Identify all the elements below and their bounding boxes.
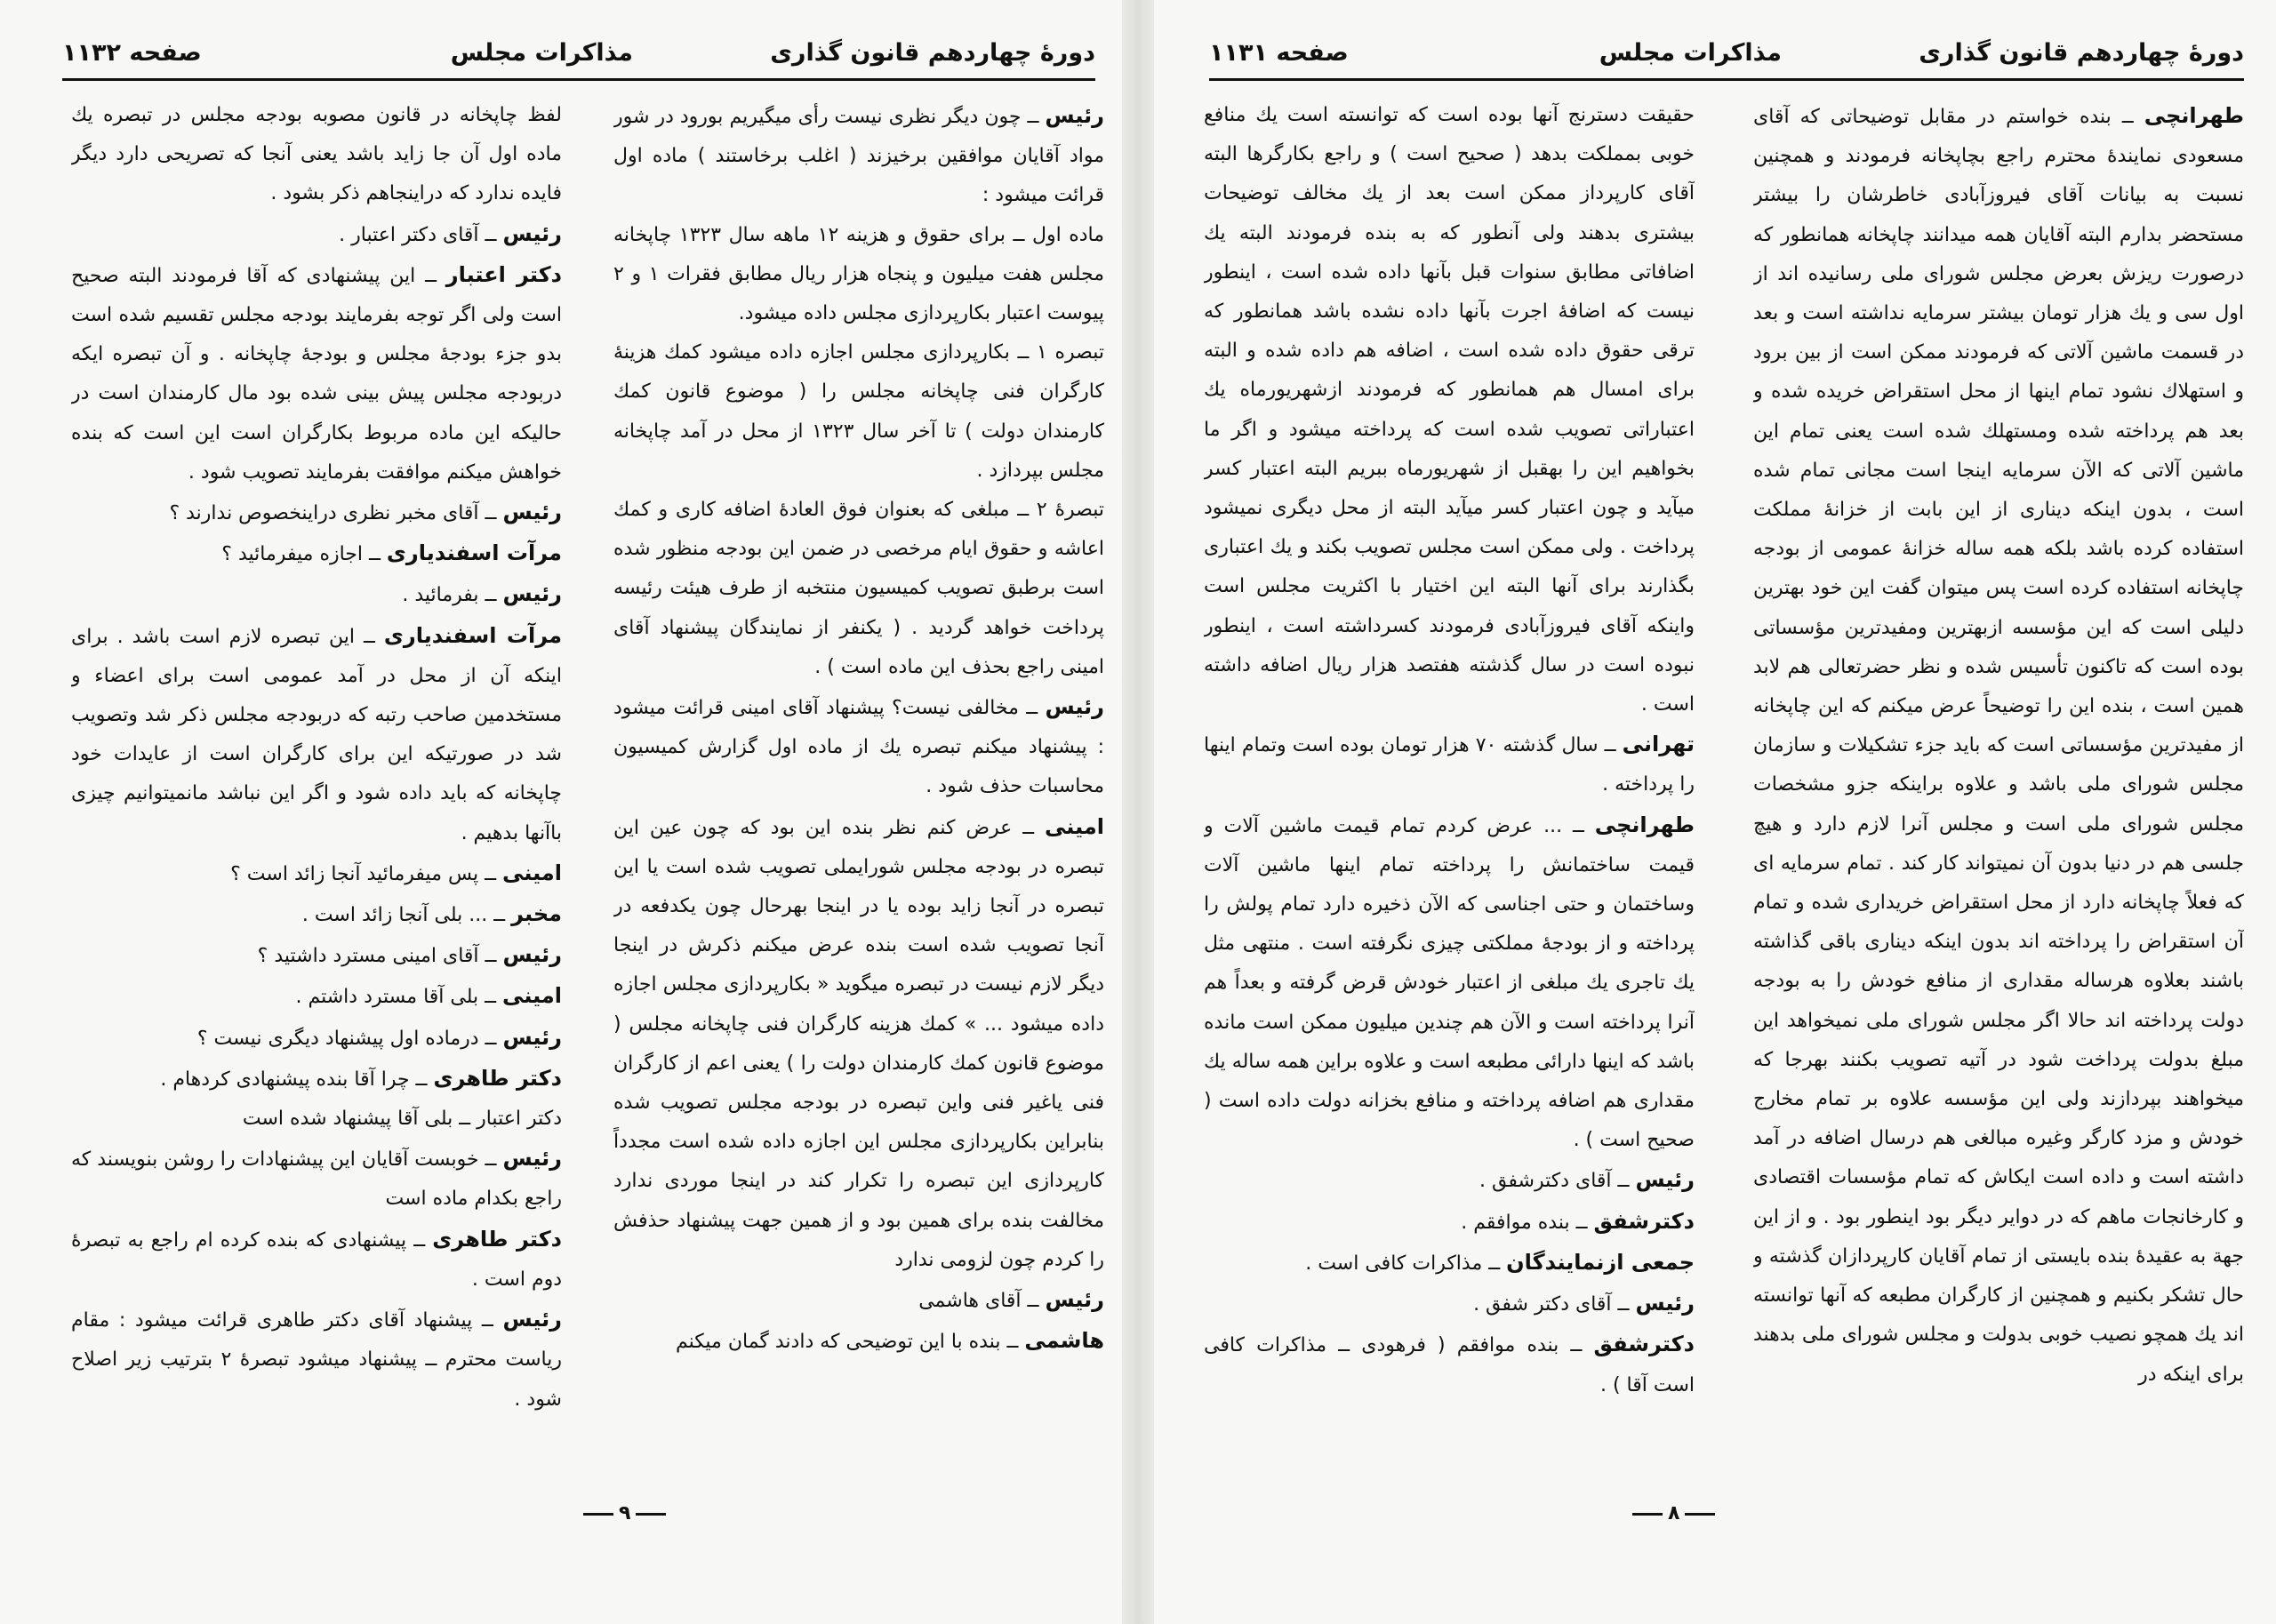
paragraph: طهرانچی ــ ... عرض کردم تمام قیمت ماشین آلات و قیمت ساختمانش را پرداخته تمام اینها ماشین آلات وساختمان و حتی اجناسی که الآن ذخیره دارد تمام پولش را پرداخته و از بودجهٔ مملکتی چیزی نگرفته است . منتهی مثل یك تاجری یك مبلغی از اعتبار خودش قرض گرفته و بعداً هم آنرا پرداخته است و الآن هم چندین میلیون ممکن است مانده باشد که اینها دارائی مطبعه است و علاوه براین همه ساله یك مقداری هم اضافه پرداخته و منافع بخزانه دولت داده است ( صحیح است ) . <box>1204 812 1695 1152</box>
text-column-left <box>1204 96 1695 1527</box>
paragraph: رئیس ــ پیشنهاد آقای دکتر طاهری قرائت میشود : مقام ریاست محترم ــ پیشنهاد میشود تبصرهٔ ۲ بترتیب زیر اصلاح شود . <box>71 1307 562 1411</box>
paragraph-text: عرض کنم نظر بنده این بود که چون عین این تبصره در بودجه مجلس شورایملی تصویب شده است یا این تبصره در آنجا زاید بوده یا در اینجا بهرحال چون یکدفعه در آنجا تصویب شده است بنده عرض میکنم ذکرش در اینجا دیگر لازم نیست در تبصره میگوید « بکارپردازی مجلس اجازه داده میشود ... » کمك هزینه کارگران فنی چاپخانه مجلس ( موضوع قانون کمك کارمندان دولت را ) یعنی اعم از کارگران فنی یاغیر فنی واین تبصره در بودجه مجلس تصویب شده بنابراین بکارپردازی مجلس این اجازه داده شده است مجدداً کارپردازی این تبصره را تکرار کند در اینجا موردی ندارد مخالفت بنده برای همین بود و از همین جهت پیشنهاد حذفش را کردم چون لزومی ندارد <box>613 816 1104 1271</box>
paragraph: مرآت اسفندیاری ــ اجازه میفرمائید ؟ <box>221 540 562 566</box>
speaker-name: امینی <box>502 860 562 885</box>
speaker-name: تهرانی <box>1622 732 1695 757</box>
paragraph: دکتر اعتبار ــ این پیشنهادی که آقا فرمودند البته صحیح است ولی اگر توجه بفرمایند بودجه مجلس تقسیم شده است بدو جزء بودجهٔ مجلس و بودجهٔ چاپخانه . و آن تبصره ایکه دربودجه مجلس پیش بینی شده بود مال کارمندان است در حالیکه این ماده مربوط بکارگران است این است که بنده خواهش میکنم موافقت بفرمایند تصویب شود . <box>71 261 562 484</box>
book-gutter <box>1122 0 1154 1624</box>
paragraph: طهرانچی ــ بنده خواستم در مقابل توضیحاتی که آقای مسعودی نمایندهٔ محترم راجع بچاپخانه فرمودند و همچنین نسبت به بیانات آقای فیروزآبادی خاطرشان را بیشتر مستحضر بدارم البته آقایان همه میدانند چاپخانه همانطور که درصورت ریزش بعرض مجلس شورای ملی رسانیده اند از اول سی و یك هزار تومان بیشتر سرمایه نداشته است و بعد در قسمت ماشین آلاتی که فرمودند ممکن است از بین برود و استهلاك نشود تمام اینها از محل استقراض خریده شده و بعد هم پرداخته شده ومستهلك شده است یعنی تمام این ماشین آلاتی که الآن سرمایه اینجا است مجانی تمام شده است ، بدون اینکه دیناری از این بابت از خزانهٔ مملکت استفاده کرده باشد بلکه همه ساله خزانهٔ عمومی از بودجه چاپخانه استفاده کرده است پس میتوان گفت این خود بهترین دلیلی است که این مؤسسه ازبهترین ومفیدترین مؤسساتی بوده است که تاکنون تأسیس شده و نظر حضرتعالی هم لابد همین است ، بنده این را توضیحاً عرض میکنم که این چاپخانه از مفیدترین مؤسساتی است که باید جزء تشکیلات و سازمان مجلس شورای ملی باشد و علاوه براینکه جزو مشخصات مجلس شورای ملی است و مجلس آنرا لازم دارد و هیچ جلسی هم در دنیا بدون آن نمیتواند کار کند . تمام سرمایه ای که فعلاً چاپخانه دارد از محل استقراض خریداری شده و تمام آن استقراض را پرداخته اند بدون اینکه دیناری باقی گذاشته باشند بعلاوه هرساله مقداری از منافع خودش را به بودجه دولت پرداخته اند حالا اگر مجلس شورای ملی نمیخواهد این مبلغ بدولت پرداخت شود در آتیه تصویب بکنند بهرجا که میخواهند بپردازند ولی این مؤسسه علاوه بر تمام مخارج خودش و مزد کارگر وغیره مبالغی هم درسال اضافه در آمد داشته است و داده است ایکاش که تمام مؤسسات اقتصادی و کارخانجات ماهم که در دوایر دیگر بود اینطور بود . و از این جهة به عقیدهٔ بنده بایستی از تمام آقایان کارپردازان گذشته و حال تشکر بکنیم و همچنین از کارگران مطبعه که آنها توانسته اند یك همچو نصیب خوبی بدولت و مجلس شورای ملی بدهند برای اینکه در <box>1753 103 2244 1386</box>
paragraph: امینی ــ پس میفرمائید آنجا زائد است ؟ <box>230 860 562 885</box>
header-rule <box>62 78 1095 81</box>
paragraph: دکتر طاهری ــ پیشنهادی که بنده کرده ام راجع به تبصرهٔ دوم است . <box>71 1226 562 1291</box>
paragraph: مخبر ــ ... بلی آنجا زائد است . <box>301 901 562 927</box>
paragraph-text: آقای امینی مسترد داشتید ؟ <box>257 945 479 968</box>
speaker-name: مرآت اسفندیاری <box>383 622 562 648</box>
paragraph-text: چرا آقا بنده پیشنهادی کردهام . <box>160 1068 410 1091</box>
speaker-name: دکترشفق <box>1593 1332 1695 1357</box>
paragraph-text: تبصره ۱ ــ بکارپردازی مجلس اجازه داده میشود کمك هزینهٔ کارگران فنی چاپخانه مجلس را ( موضوع قانون کمك کارمندان دولت ) تا آخر سال ۱۳۲۳ از محل در آمد چاپخانه مجلس بپردازد . <box>613 341 1104 482</box>
page-number: ۹ <box>578 1502 671 1524</box>
right-page <box>1154 0 2276 1624</box>
speaker-name: مرآت اسفندیاری <box>386 540 562 566</box>
paragraph-text: بنده موافقم ( فرهودی ــ مذاکرات کافی است آقا ) . <box>1204 1334 1695 1396</box>
paragraph-text: پس میفرمائید آنجا زائد است ؟ <box>230 862 479 885</box>
speaker-name: مخبر <box>511 901 562 927</box>
paragraph-text: بلی آقا مسترد داشتم . <box>295 986 479 1009</box>
text-column-right <box>613 96 1104 1527</box>
journal-title: مذاکرات مجلس <box>450 39 633 67</box>
speaker-name: رئیس <box>1635 1291 1695 1316</box>
speaker-name: امینی <box>502 983 562 1009</box>
paragraph: دکترشفق ــ بنده موافقم . <box>1461 1208 1695 1234</box>
speaker-name: رئیس <box>1635 1167 1695 1193</box>
left-page <box>0 0 1122 1624</box>
session-title: دورهٔ چهاردهم قانون گذاری <box>770 39 1095 67</box>
paragraph: دکترشفق ــ بنده موافقم ( فرهودی ــ مذاکرات کافی است آقا ) . <box>1204 1332 1695 1396</box>
speaker-name: امینی <box>1045 813 1104 839</box>
page-label: صفحه ۱۱۳۲ <box>62 39 202 67</box>
paragraph: رئیس ــ آقای دکتر شفق . <box>1473 1291 1695 1316</box>
paragraph-text: مخالفی نیست؟ پیشنهاد آقای امینی قرائت میشود : پیشنهاد میکنم تبصره یك از ماده اول گزارش کمیسیون محاسبات حذف شود . <box>613 697 1104 798</box>
journal-title: مذاکرات مجلس <box>1599 39 1782 67</box>
paragraph-text: آقای دکتر شفق . <box>1473 1293 1612 1316</box>
paragraph-text: بفرمائید . <box>402 584 479 607</box>
paragraph-text: پیشنهاد آقای دکتر طاهری قرائت میشود : مقام ریاست محترم ــ پیشنهاد میشود تبصرهٔ ۲ بترتیب زیر اصلاح شود . <box>71 1309 562 1411</box>
paragraph: دکتر طاهری ــ چرا آقا بنده پیشنهادی کردهام . <box>160 1065 562 1091</box>
paragraph-text: بنده با این توضیحی که دادند گمان میکنم <box>675 1331 1001 1354</box>
page-number: ۸ <box>1627 1502 1720 1524</box>
speaker-name: رئیس <box>502 1024 562 1050</box>
speaker-name: رئیس <box>502 1146 562 1172</box>
page-label: صفحه ۱۱۳۱ <box>1209 39 1349 67</box>
speaker-name: رئیس <box>502 581 562 607</box>
speaker-name: جمعی ازنمایندگان <box>1506 1249 1695 1275</box>
page-header <box>62 32 1095 82</box>
speaker-name: طهرانچی <box>2144 103 2244 128</box>
speaker-name: رئیس <box>1045 694 1104 720</box>
speaker-name: هاشمی <box>1024 1328 1104 1354</box>
header-rule <box>1209 78 2244 81</box>
speaker-name: دکتر طاهری <box>433 1065 562 1091</box>
paragraph-text: بنده خواستم در مقابل توضیحاتی که آقای مسعودی نمایندهٔ محترم راجع بچاپخانه فرمودند و همچنین نسبت به بیانات آقای فیروزآبادی خاطرشان را بیشتر مستحضر بدارم البته آقایان همه میدانند چاپخانه همانطور که درصورت ریزش بعرض مجلس شورای ملی رسانیده اند از اول سی و یك هزار تومان بیشتر سرمایه نداشته است و بعد در قسمت ماشین آلاتی که فرمودند ممکن است از بین برود و استهلاك نشود تمام اینها از محل استقراض خریده شده و بعد هم پرداخته شده ومستهلك شده است یعنی تمام این ماشین آلاتی که الآن سرمایه اینجا است مجانی تمام شده است ، بدون اینکه دیناری از این بابت از خزانهٔ مملکت استفاده کرده باشد بلکه همه ساله خزانهٔ عمومی از بودجه چاپخانه استفاده کرده است پس میتوان گفت این خود بهترین دلیلی است که این مؤسسه ازبهترین ومفیدترین مؤسساتی بوده است که تاکنون تأسیس شده و نظر حضرتعالی هم لابد همین است ، بنده این را توضیحاً عرض میکنم که این چاپخانه از مفیدترین مؤسساتی است که باید جزء تشکیلات و سازمان مجلس شورای ملی باشد و علاوه براینکه جزو مشخصات مجلس شورای ملی است و مجلس آنرا لازم دارد و هیچ جلسی هم در دنیا بدون آن نمیتواند کار کند . تمام سرمایه ای که فعلاً چاپخانه دارد از محل استقراض خریداری شده و تمام آن استقراض را پرداخته اند بدون اینکه دیناری باقی گذاشته باشند بعلاوه هرساله مقداری از منافع خودش را به بودجه دولت پرداخته اند حالا اگر مجلس شورای ملی نمیخواهد این مبلغ بدولت پرداخت شود در آتیه تصویب بکنند بهرجا که میخواهند بپردازند ولی این مؤسسه علاوه بر تمام مخارج خودش و مزد کارگر وغیره مبالغی هم درسال اضافه در آمد داشته است و داده است ایکاش که تمام مؤسسات اقتصادی و کارخانجات ماهم که در دوایر دیگر بود اینطور بود . و از این جهة به عقیدهٔ بنده بایستی از تمام آقایان کارپردازان گذشته و حال تشکر بکنیم و همچنین از کارگران مطبعه که آنها توانسته اند یك همچو نصیب خوبی بدولت و مجلس شورای ملی بدهند برای اینکه در <box>1753 106 2244 1386</box>
paragraph <box>613 491 1104 687</box>
paragraph-text: دکتر اعتبار ــ بلی آقا پیشنهاد شده است <box>242 1108 562 1131</box>
paragraph: مرآت اسفندیاری ــ این تبصره لازم است باشد . برای اینکه آن از محل در آمد عمومی است برای اعضاء و مستخدمین صاحب رتبه که دربودجه مجلس ذکر شد وتصویب شد در صورتیکه این برای کارگران است از عایدات خود چاپخانه که باید داده شود و اگر این نباشد مانمیتوانیم چیزی باآنها بدهیم . <box>71 622 562 844</box>
paragraph-text: حقیقت دسترنج آنها بوده است که توانسته است یك منافع خوبی بمملکت بدهد ( صحیح است ) و راجع بکارگرها البته آقای کارپرداز ممکن است بعد از یك مخالف توضیحات بیشتری بدهند ولی آنطور که به بنده فرمودند البته یك اضافاتی مطابق سنوات قبل بآنها داده شده است ، اینطور نیست که اضافهٔ اجرت بآنها داده نشده باشد همانطور که ترقی حقوق داده شده است ، اضافه هم داده شده و البته برای امسال هم همانطور که فرمودند ازشهریورماه یك اعتباراتی تصویب شده است که پرداخته میشود و اگر ما بخواهیم این را بهقبل از شهریورماه ببریم البته اعتبار کسر میآید و چون اعتبار کسر میآید البته از محل دیگری نمیشود پرداخت . ولی ممکن است مجلس تصویب بکند و یك اعتباری بگذارند برای آنها البته این اختیار با اکثریت مجلس است واینکه آقای فیروزآبادی فرمودند کسرداشته است ، اینطور نبوده است در سال گذشته هفتصد هزار ریال اضافه داشته است . <box>1204 104 1695 716</box>
paragraph-text: درماده اول پیشنهاد دیگری نیست ؟ <box>196 1027 479 1050</box>
speaker-name: دکتر طاهری <box>432 1226 562 1252</box>
speaker-name: رئیس <box>502 1307 562 1332</box>
paragraph: رئیس ــ درماده اول پیشنهاد دیگری نیست ؟ <box>196 1024 562 1050</box>
text-column-left <box>71 96 562 1527</box>
paragraph-text: ... عرض کردم تمام قیمت ماشین آلات و قیمت ساختمانش را پرداخته تمام اینها ماشین آلات وساختمان و حتی اجناسی که الآن ذخیره دارد تمام پولش را پرداخته و از بودجهٔ مملکتی چیزی نگرفته است . منتهی مثل یك تاجری یك مبلغی از اعتبار خودش قرض گرفته و بعداً هم آنرا پرداخته است و الآن هم چندین میلیون ممکن است مانده باشد که اینها دارائی مطبعه است و علاوه براین همه ساله یك مقداری هم اضافه پرداخته و منافع بخزانه دولت داده است ( صحیح است ) . <box>1204 814 1695 1152</box>
paragraph-text: آقای دکترشفق . <box>1479 1170 1612 1193</box>
paragraph: رئیس ــ چون دیگر نظری نیست رأی میگیریم بورود در شور مواد آقایان موافقین برخیزند ( اغلب برخاستند ) ماده اول قرائت میشود : <box>613 103 1104 207</box>
paragraph-text: آقای مخبر نظری دراینخصوص ندارند ؟ <box>169 502 479 525</box>
paragraph-text: ماده اول ــ برای حقوق و هزینه ۱۲ ماهه سال ۱۳۲۳ چاپخانه مجلس هفت میلیون و پنجاه هزار ریال مطابق فقرات ۱ و ۲ پیوست اعتبار بکارپردازی مجلس داده میشود. <box>613 223 1104 325</box>
paragraph-text: آقای دکتر اعتبار . <box>339 223 479 246</box>
paragraph-text: مذاکرات کافی است . <box>1305 1252 1483 1275</box>
paragraph-text: لفظ چاپخانه در قانون مصوبه بودجه مجلس در تبصره یك ماده اول آن جا زاید باشد یعنی آنجا که تصریحی دارد دیگر فایده ندارد که دراینجاهم ذکر بشود . <box>71 104 562 205</box>
speaker-name: دکترشفق <box>1593 1208 1695 1234</box>
page-header <box>1209 32 2244 82</box>
paragraph-text: سال گذشته ۷۰ هزار تومان بوده است وتمام اینها را پرداخته . <box>1204 734 1695 796</box>
paragraph: تهرانی ــ سال گذشته ۷۰ هزار تومان بوده است وتمام اینها را پرداخته . <box>1204 732 1695 796</box>
paragraph-text: این پیشنهادی که آقا فرمودند البته صحیح است ولی اگر توجه بفرمایند بودجه مجلس تقسیم شده است بدو جزء بودجهٔ مجلس و بودجهٔ چاپخانه . و آن تبصره ایکه دربودجه مجلس پیش بینی شده بود مال کارمندان است در حالیکه این ماده مربوط بکارگران است این است که بنده خواهش میکنم موافقت بفرمایند تصویب شود . <box>71 264 562 484</box>
paragraph: رئیس ــ بفرمائید . <box>402 581 562 607</box>
speaker-name: دکتر اعتبار <box>445 261 562 287</box>
speaker-name: رئیس <box>502 942 562 968</box>
paragraph: جمعی ازنمایندگان ــ مذاکرات کافی است . <box>1305 1249 1695 1275</box>
paragraph: رئیس ــ آقای دکترشفق . <box>1479 1167 1695 1193</box>
speaker-name: رئیس <box>502 500 562 525</box>
paragraph: امینی ــ عرض کنم نظر بنده این بود که چون عین این تبصره در بودجه مجلس شورایملی تصویب شده است یا این تبصره در آنجا زاید بوده یا در اینجا بهرحال چون یکدفعه در آنجا تصویب شده است بنده عرض میکنم ذکرش در اینجا دیگر لازم نیست در تبصره میگوید « بکارپردازی مجلس اجازه داده میشود ... » کمك هزینه کارگران فنی چاپخانه مجلس ( موضوع قانون کمك کارمندان دولت را ) یعنی اعم از کارگران فنی یاغیر فنی واین تبصره در بودجه مجلس تصویب شده بنابراین بکارپردازی مجلس این اجازه داده شده است مجدداً کارپردازی این تبصره را تکرار کند در اینجا موردی ندارد مخالفت بنده برای همین بود و از همین جهت پیشنهاد حذفش را کردم چون لزومی ندارد <box>613 813 1104 1271</box>
paragraph <box>613 333 1104 491</box>
speaker-name: رئیس <box>1045 1287 1104 1313</box>
speaker-name: رئیس <box>1045 103 1104 128</box>
paragraph-text: ... بلی آنجا زائد است . <box>301 904 488 927</box>
paragraph: رئیس ــ آقای هاشمی <box>918 1287 1104 1313</box>
speaker-name: رئیس <box>502 220 562 246</box>
paragraph-text: خوبست آقایان این پیشنهادات را روشن بنویسند که راجع بکدام ماده است <box>71 1148 562 1211</box>
paragraph: رئیس ــ آقای مخبر نظری دراینخصوص ندارند ؟ <box>169 500 562 525</box>
paragraph <box>71 96 562 214</box>
paragraph: هاشمی ــ بنده با این توضیحی که دادند گمان میکنم <box>675 1328 1104 1354</box>
session-title: دورهٔ چهاردهم قانون گذاری <box>1919 39 2244 67</box>
paragraph: رئیس ــ خوبست آقایان این پیشنهادات را روشن بنویسند که راجع بکدام ماده است <box>71 1146 562 1211</box>
paragraph: رئیس ــ آقای امینی مسترد داشتید ؟ <box>257 942 562 968</box>
paragraph-text: آقای هاشمی <box>918 1290 1022 1313</box>
paragraph: رئیس ــ مخالفی نیست؟ پیشنهاد آقای امینی قرائت میشود : پیشنهاد میکنم تبصره یك از ماده اول گزارش کمیسیون محاسبات حذف شود . <box>613 694 1104 798</box>
paragraph-text: اجازه میفرمائید ؟ <box>221 543 364 566</box>
text-column-right <box>1753 96 2244 1527</box>
paragraph-text: بنده موافقم . <box>1461 1211 1570 1234</box>
paragraph <box>71 1100 562 1139</box>
paragraph-text: پیشنهادی که بنده کرده ام راجع به تبصرهٔ دوم است . <box>71 1228 562 1291</box>
paragraph <box>1204 96 1695 724</box>
paragraph-text: این تبصره لازم است باشد . برای اینکه آن از محل در آمد عمومی است برای اعضاء و مستخدمین صاحب رتبه که دربودجه مجلس ذکر شد وتصویب شد در صورتیکه این برای کارگران است از عایدات خود چاپخانه که باید داده شود و اگر این نباشد مانمیتوانیم چیزی باآنها بدهیم . <box>71 625 562 844</box>
paragraph: امینی ــ بلی آقا مسترد داشتم . <box>295 983 562 1009</box>
paragraph: رئیس ــ آقای دکتر اعتبار . <box>339 220 562 246</box>
speaker-name: طهرانچی <box>1594 812 1695 837</box>
paragraph <box>613 216 1104 334</box>
paragraph-text: چون دیگر نظری نیست رأی میگیریم بورود در شور مواد آقایان موافقین برخیزند ( اغلب برخاستند ) ماده اول قرائت میشود : <box>613 106 1104 207</box>
paragraph-text: تبصرهٔ ۲ ــ مبلغی که بعنوان فوق العادهٔ اضافه کاری و کمك اعاشه و حقوق ایام مرخصی در ضمن این بودجه منظور شده است برطبق تصویب کمیسیون منتخبه از طرف هیئت رئیسه پرداخت خواهد گردید . ( یکنفر از نمایندگان پیشنهاد آقای امینی راجع بحذف این ماده است ) . <box>613 499 1104 678</box>
